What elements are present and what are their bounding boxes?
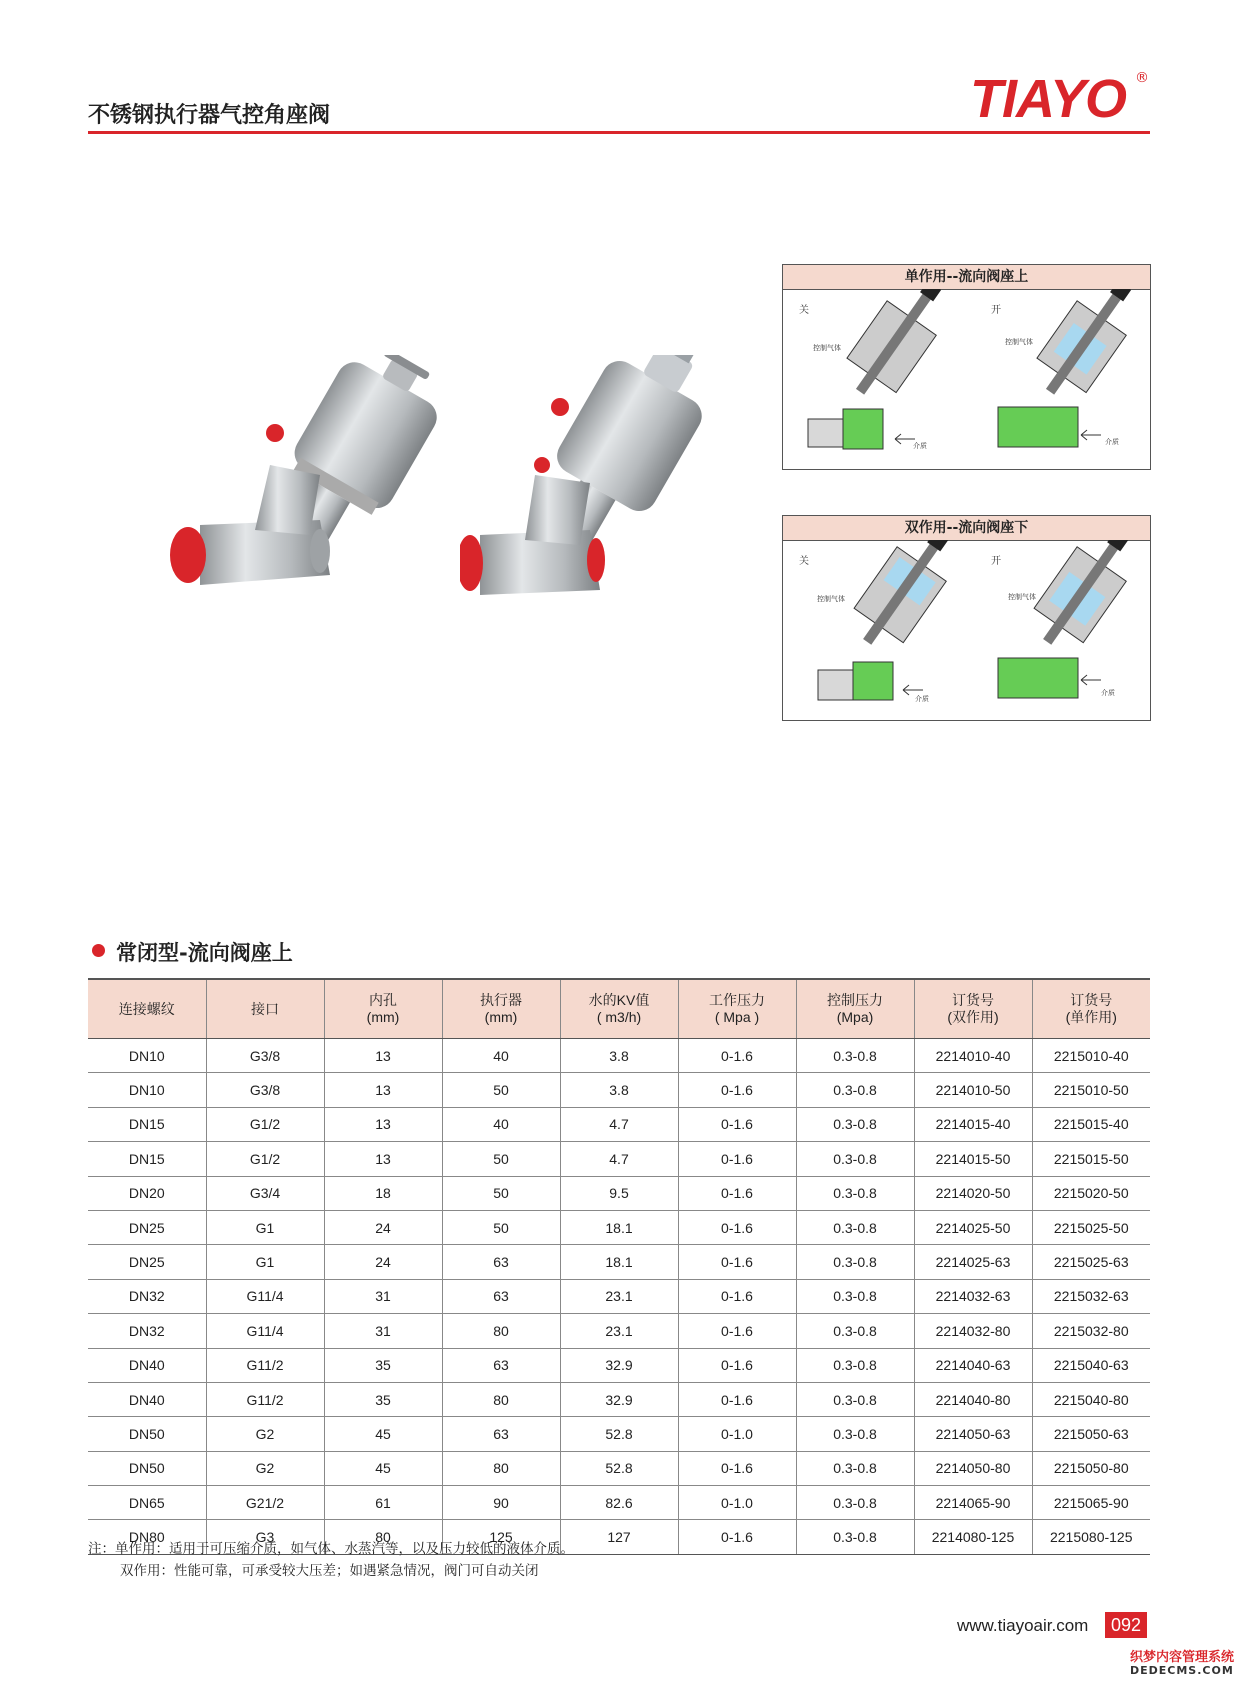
table-cell: 0-1.6	[678, 1039, 796, 1073]
col-header: 工作压力 ( Mpa )	[678, 979, 796, 1039]
table-cell: G11/4	[206, 1279, 324, 1313]
table-cell: 50	[442, 1210, 560, 1244]
table-cell: 2215010-40	[1032, 1039, 1150, 1073]
registered-mark: ®	[1135, 70, 1149, 86]
table-cell: 0.3-0.8	[796, 1210, 914, 1244]
table-cell: 35	[324, 1382, 442, 1416]
table-cell: G3/8	[206, 1039, 324, 1073]
table-cell: 0.3-0.8	[796, 1279, 914, 1313]
table-cell: 23.1	[560, 1314, 678, 1348]
table-cell: 50	[442, 1176, 560, 1210]
table-cell: 63	[442, 1348, 560, 1382]
table-cell: 0-1.6	[678, 1107, 796, 1141]
table-cell: 90	[442, 1486, 560, 1520]
table-cell: 0.3-0.8	[796, 1314, 914, 1348]
table-row	[88, 1279, 1150, 1313]
table-cell: 52.8	[560, 1451, 678, 1485]
table-row	[88, 1417, 1150, 1451]
table-cell: 63	[442, 1245, 560, 1279]
table-cell: 35	[324, 1348, 442, 1382]
table-cell: 0-1.6	[678, 1382, 796, 1416]
table-row	[88, 1107, 1150, 1141]
table-cell: 0.3-0.8	[796, 1348, 914, 1382]
valve-photo-right	[460, 355, 710, 625]
diagram-title-single: 单作用--流向阀座上	[783, 265, 1150, 289]
table-cell: 50	[442, 1142, 560, 1176]
table-row	[88, 1348, 1150, 1382]
state-open-label: 开	[991, 305, 1001, 316]
col-header: 执行器 (mm)	[442, 979, 560, 1039]
table-row	[88, 1176, 1150, 1210]
table-cell: DN10	[88, 1039, 206, 1073]
page-number: 092	[1105, 1612, 1147, 1638]
table-cell: 0.3-0.8	[796, 1486, 914, 1520]
table-cell: 2215050-63	[1032, 1417, 1150, 1451]
table-cell: 0-1.6	[678, 1176, 796, 1210]
table-cell: 50	[442, 1073, 560, 1107]
table-cell: 0-1.0	[678, 1417, 796, 1451]
table-cell: 9.5	[560, 1176, 678, 1210]
table-cell: 3.8	[560, 1039, 678, 1073]
table-cell: 2214020-50	[914, 1176, 1032, 1210]
table-cell: G2	[206, 1451, 324, 1485]
table-cell: 31	[324, 1314, 442, 1348]
table-cell: 2214010-50	[914, 1073, 1032, 1107]
table-cell: 2214040-80	[914, 1382, 1032, 1416]
table-cell: G1	[206, 1210, 324, 1244]
table-cell: 24	[324, 1245, 442, 1279]
table-cell: G11/4	[206, 1314, 324, 1348]
table-cell: 2215010-50	[1032, 1073, 1150, 1107]
table-cell: 0-1.0	[678, 1486, 796, 1520]
table-cell: 63	[442, 1417, 560, 1451]
table-cell: 2215025-50	[1032, 1210, 1150, 1244]
state-closed-label: 关	[799, 305, 809, 316]
table-cell: DN32	[88, 1279, 206, 1313]
table-cell: 0.3-0.8	[796, 1176, 914, 1210]
col-header: 控制压力 (Mpa)	[796, 979, 914, 1039]
medium-label: 介质	[915, 695, 929, 703]
table-cell: 0.3-0.8	[796, 1382, 914, 1416]
table-cell: G11/2	[206, 1348, 324, 1382]
table-cell: 61	[324, 1486, 442, 1520]
table-cell: 13	[324, 1039, 442, 1073]
table-cell: 0-1.6	[678, 1210, 796, 1244]
col-header: 水的KV值 ( m3/h)	[560, 979, 678, 1039]
table-cell: 0.3-0.8	[796, 1451, 914, 1485]
col-header: 订货号 (双作用)	[914, 979, 1032, 1039]
table-cell: DN50	[88, 1451, 206, 1485]
table-cell: DN10	[88, 1073, 206, 1107]
diagram-title-double: 双作用--流向阀座下	[783, 516, 1150, 540]
table-cell: DN15	[88, 1107, 206, 1141]
table-row	[88, 1486, 1150, 1520]
brand-logo: TIAYO	[970, 69, 1126, 129]
watermark-cn: 织梦内容管理系统	[1130, 1650, 1235, 1665]
state-closed-label: 关	[799, 556, 809, 567]
table-cell: 23.1	[560, 1279, 678, 1313]
table-cell: 2214065-90	[914, 1486, 1032, 1520]
col-header: 接口	[206, 979, 324, 1039]
medium-label: 介质	[1105, 438, 1119, 446]
table-cell: 2215025-63	[1032, 1245, 1150, 1279]
table-cell: DN25	[88, 1210, 206, 1244]
table-cell: 2214032-80	[914, 1314, 1032, 1348]
medium-label: 介质	[1101, 689, 1115, 697]
table-cell: 80	[442, 1451, 560, 1485]
col-header: 内孔 (mm)	[324, 979, 442, 1039]
table-cell: 32.9	[560, 1348, 678, 1382]
table-cell: 2215065-90	[1032, 1486, 1150, 1520]
table-cell: 0-1.6	[678, 1451, 796, 1485]
table-row	[88, 1245, 1150, 1279]
table-row	[88, 1210, 1150, 1244]
table-cell: 80	[442, 1314, 560, 1348]
table-cell: 63	[442, 1279, 560, 1313]
table-cell: G1	[206, 1245, 324, 1279]
table-cell: 2214025-63	[914, 1245, 1032, 1279]
table-row	[88, 1142, 1150, 1176]
table-cell: G1/2	[206, 1107, 324, 1141]
control-air-label: 控制气体	[1005, 338, 1033, 346]
table-cell: 2215040-80	[1032, 1382, 1150, 1416]
table-cell: 0.3-0.8	[796, 1073, 914, 1107]
watermark-en: DEDECMS.COM	[1130, 1664, 1234, 1677]
table-cell: DN15	[88, 1142, 206, 1176]
table-cell: 0-1.6	[678, 1348, 796, 1382]
table-cell: 2214010-40	[914, 1039, 1032, 1073]
table-cell: 13	[324, 1073, 442, 1107]
table-row	[88, 1073, 1150, 1107]
table-cell: DN20	[88, 1176, 206, 1210]
table-cell: 40	[442, 1107, 560, 1141]
table-cell: 2215040-63	[1032, 1348, 1150, 1382]
table-cell: DN50	[88, 1417, 206, 1451]
table-cell: 0-1.6	[678, 1279, 796, 1313]
table-row	[88, 1039, 1150, 1073]
control-air-label: 控制气体	[1008, 593, 1036, 601]
table-cell: G1/2	[206, 1142, 324, 1176]
table-cell: 0.3-0.8	[796, 1520, 914, 1554]
table-cell: 31	[324, 1279, 442, 1313]
table-cell: 2215032-63	[1032, 1279, 1150, 1313]
control-air-label: 控制气体	[817, 595, 845, 603]
table-cell: G3	[206, 1520, 324, 1554]
table-cell: 2215032-80	[1032, 1314, 1150, 1348]
table-cell: 4.7	[560, 1107, 678, 1141]
table-cell: 13	[324, 1142, 442, 1176]
table-cell: 13	[324, 1107, 442, 1141]
table-cell: 0-1.6	[678, 1142, 796, 1176]
table-row	[88, 1451, 1150, 1485]
table-cell: DN32	[88, 1314, 206, 1348]
table-cell: 0.3-0.8	[796, 1142, 914, 1176]
table-cell: 2214015-40	[914, 1107, 1032, 1141]
table-cell: 2214050-80	[914, 1451, 1032, 1485]
table-cell: 80	[324, 1520, 442, 1554]
table-cell: 82.6	[560, 1486, 678, 1520]
table-cell: DN40	[88, 1382, 206, 1416]
table-cell: G3/8	[206, 1073, 324, 1107]
valve-cutaway-illustration	[783, 540, 1150, 720]
table-cell: 2214025-50	[914, 1210, 1032, 1244]
table-cell: 18.1	[560, 1245, 678, 1279]
table-cell: 0.3-0.8	[796, 1245, 914, 1279]
table-cell: 127	[560, 1520, 678, 1554]
note-single-acting: 注：单作用：适用于可压缩介质，如气体、水蒸汽等，以及压力较低的液体介质。	[88, 1541, 574, 1557]
table-cell: 45	[324, 1451, 442, 1485]
table-cell: G11/2	[206, 1382, 324, 1416]
table-cell: 2214050-63	[914, 1417, 1032, 1451]
header-divider	[88, 131, 1150, 134]
col-header: 订货号 (单作用)	[1032, 979, 1150, 1039]
table-cell: 0-1.6	[678, 1520, 796, 1554]
table-cell: 3.8	[560, 1073, 678, 1107]
table-cell: 2215015-50	[1032, 1142, 1150, 1176]
valve-photo-left	[160, 355, 450, 625]
table-cell: DN65	[88, 1486, 206, 1520]
table-cell: 2215020-50	[1032, 1176, 1150, 1210]
note-double-acting: 双作用：性能可靠，可承受较大压差；如遇紧急情况，阀门可自动关闭	[120, 1563, 539, 1579]
table-cell: 2214040-63	[914, 1348, 1032, 1382]
table-cell: 0-1.6	[678, 1314, 796, 1348]
control-air-label: 控制气体	[813, 344, 841, 352]
table-cell: 24	[324, 1210, 442, 1244]
table-cell: 4.7	[560, 1142, 678, 1176]
table-cell: G2	[206, 1417, 324, 1451]
valve-cutaway-illustration	[783, 289, 1150, 469]
table-cell: DN25	[88, 1245, 206, 1279]
table-cell: 2214080-125	[914, 1520, 1032, 1554]
table-cell: 0.3-0.8	[796, 1107, 914, 1141]
table-cell: 40	[442, 1039, 560, 1073]
table-cell: 2215015-40	[1032, 1107, 1150, 1141]
table-cell: 2214032-63	[914, 1279, 1032, 1313]
table-row	[88, 1314, 1150, 1348]
table-cell: 52.8	[560, 1417, 678, 1451]
table-header-row	[88, 979, 1150, 1039]
table-cell: 18	[324, 1176, 442, 1210]
table-cell: 0-1.6	[678, 1073, 796, 1107]
table-cell: DN80	[88, 1520, 206, 1554]
table-cell: 45	[324, 1417, 442, 1451]
page-title: 不锈钢执行器气控角座阀	[88, 103, 331, 128]
website-url: www.tiayoair.com	[957, 1616, 1089, 1635]
table-cell: 125	[442, 1520, 560, 1554]
table-row	[88, 1382, 1150, 1416]
table-cell: 2215080-125	[1032, 1520, 1150, 1554]
table-cell: 18.1	[560, 1210, 678, 1244]
table-cell: DN40	[88, 1348, 206, 1382]
table-cell: 0.3-0.8	[796, 1039, 914, 1073]
medium-label: 介质	[913, 442, 927, 450]
table-cell: 2214015-50	[914, 1142, 1032, 1176]
table-cell: 0.3-0.8	[796, 1417, 914, 1451]
col-header: 连接螺纹	[88, 979, 206, 1039]
table-cell: 2215050-80	[1032, 1451, 1150, 1485]
table-cell: 80	[442, 1382, 560, 1416]
double-acting-diagram	[782, 515, 1151, 721]
table-cell: G21/2	[206, 1486, 324, 1520]
table-cell: 32.9	[560, 1382, 678, 1416]
table-cell: 0-1.6	[678, 1245, 796, 1279]
table-cell: G3/4	[206, 1176, 324, 1210]
state-open-label: 开	[991, 556, 1001, 567]
single-acting-diagram	[782, 264, 1151, 470]
section-title: 常闭型-流向阀座上	[116, 941, 293, 965]
spec-table	[88, 978, 1150, 1555]
